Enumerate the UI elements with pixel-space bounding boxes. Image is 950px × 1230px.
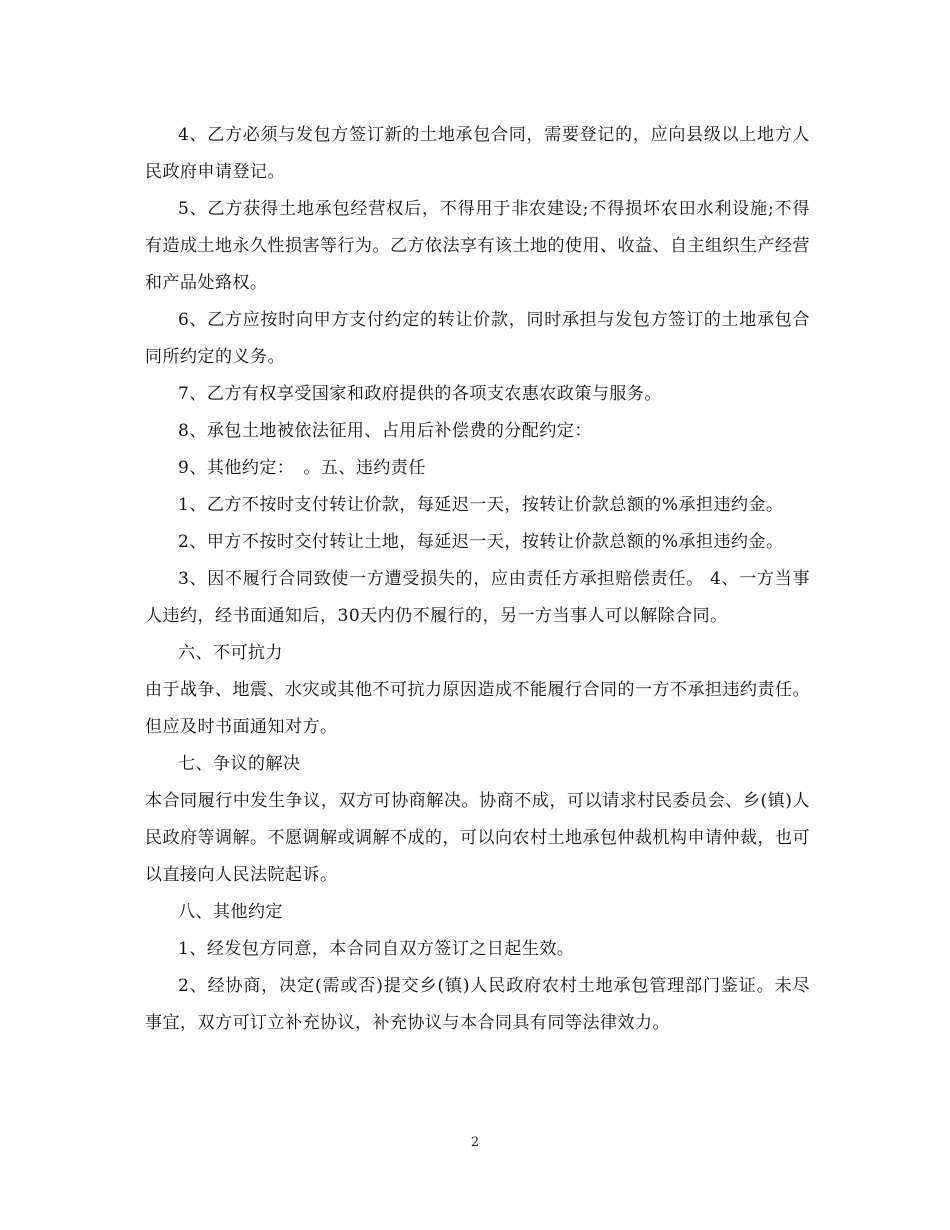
clause-8-compensation: 8、承包土地被依法征用、占用后补偿费的分配约定： <box>178 421 592 441</box>
document-body <box>145 117 810 1042</box>
clause-5-land-use: 5、乙方获得土地承包经营权后，不得用于非农建设;不得损坏农田水利设施;不得有造成土地永久性损害等行为。乙方依法享有该土地的使用、收益、自主组织生产经营和产品处臵权。 <box>145 199 810 293</box>
force-majeure-text: 由于战争、地震、水灾或其他不可抗力原因造成不能履行合同的一方不承担违约责任。但应及时书面通知对方。 <box>145 680 810 737</box>
clause-4-register: 4、乙方必须与发包方签订新的土地承包合同，需要登记的，应向县级以上地方人民政府申请登记。 <box>145 125 810 182</box>
other-terms-clause-2: 2、经协商，决定(需或否)提交乡(镇)人民政府农村土地承包管理部门鉴证。未尽事宜，双方可订立补充协议，补充协议与本合同具有同等法律效力。 <box>145 976 810 1033</box>
section-heading-force-majeure: 六、不可抗力 <box>178 643 283 663</box>
section-heading-dispute: 七、争议的解决 <box>178 754 301 774</box>
dispute-resolution-text: 本合同履行中发生争议，双方可协商解决。协商不成，可以请求村民委员会、乡(镇)人民政府等调解。不愿调解或调解不成的，可以向农村土地承包仲裁机构申请仲裁，也可以直接向人民法院起诉。 <box>145 791 810 885</box>
clause-6-payment: 6、乙方应按时向甲方支付约定的转让价款，同时承担与发包方签订的土地承包合同所约定的义务。 <box>145 310 810 367</box>
breach-clause-1: 1、乙方不按时支付转让价款，每延迟一天，按转让价款总额的%承担违约金。 <box>178 495 784 515</box>
section-heading-other-terms: 八、其他约定 <box>178 902 283 922</box>
clause-9-other-and-breach-heading: 9、其他约定： 。五、违约责任 <box>178 458 426 478</box>
other-terms-clause-1: 1、经发包方同意，本合同自双方签订之日起生效。 <box>178 939 575 959</box>
breach-clause-2: 2、甲方不按时交付转让土地，每延迟一天，按转让价款总额的%承担违约金。 <box>178 532 784 552</box>
clause-7-subsidies: 7、乙方有权享受国家和政府提供的各项支农惠农政策与服务。 <box>178 384 662 404</box>
breach-clause-3-4: 3、因不履行合同致使一方遭受损失的，应由责任方承担赔偿责任。 4、一方当事人违约，经书面通知后，30天内仍不履行的，另一方当事人可以解除合同。 <box>145 569 810 626</box>
page-number: 2 <box>470 1135 480 1150</box>
